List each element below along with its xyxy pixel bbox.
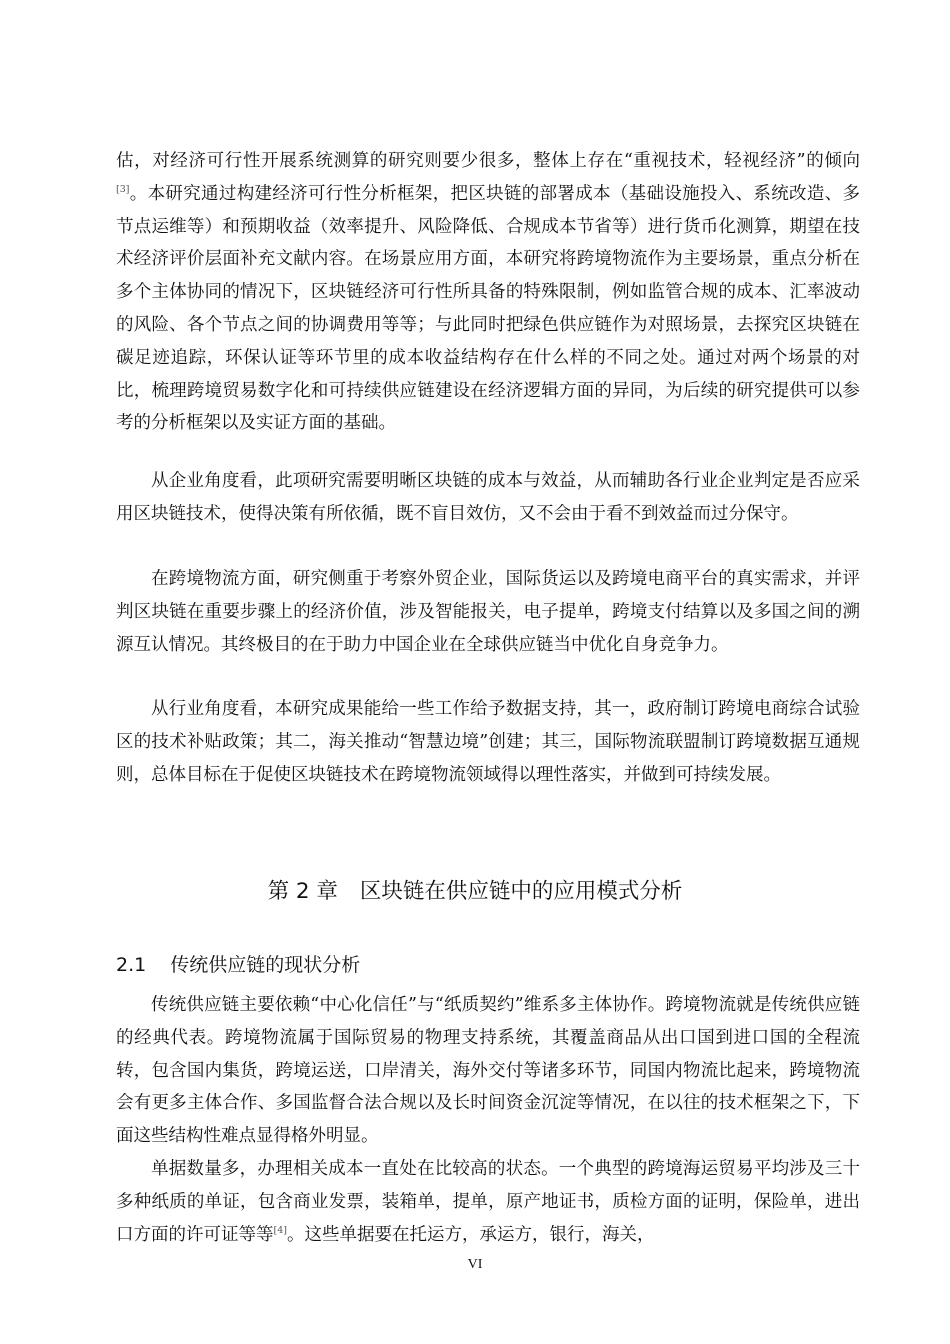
body-paragraph-4: 从行业角度看，本研究成果能给一些工作给予数据支持，其一，政府制订跨境电商综合试验区的技术补贴政策；其二，海关推动“智慧边境”创建；其三，国际物流联盟制订跨境数据互通规则，总体目标在于促使区块链技术在跨境物流领域得以理性落实，并做到可持续发展。 (116, 699, 860, 785)
section-number: 2.1 (116, 954, 147, 976)
paragraph-text: 。这些单据要在托运方，承运方，银行，海关， (286, 1224, 655, 1245)
paragraph-text: 。本研究通过构建经济可行性分析框架，把区块链的部署成本（基础设施投入、系统改造、多节点运维等）和预期收益（效率提升、风险降低、合规成本节省等）进行货币化测算，期望在技术经济评价层面补充文献内容。在场景应用方面，本研究将跨境物流作为主要场景，重点分析在多个主体协同的情况下，区块链经济可行性所具备的特殊限制，例如监管合规的成本、汇率波动的风险、各个节点之间的协调费用等等；与此同时把绿色供应链作为对照场景，去探究区块链在碳足迹追踪，环保认证等环节里的成本收益结构存在什么样的不同之处。通过对两个场景的对比，梳理跨境贸易数字化和可持续供应链建设在经济逻辑方面的异同，为后续的研究提供可以参考的分析框架以及实证方面的基础。 (116, 183, 860, 434)
paragraph-text: 单据数量多，办理相关成本一直处在比较高的状态。一个典型的跨境海运贸易平均涉及三十多种纸质的单证，包含商业发票，装箱单，提单，原产地证书，质检方面的证明，保险单，进出口方面的许可证等等 (116, 1159, 860, 1245)
chapter-heading (0, 874, 950, 910)
section-paragraph-2 (116, 1153, 860, 1251)
body-paragraph-1 (116, 145, 860, 440)
section-title: 传统供应链的现状分析 (170, 954, 361, 976)
paragraph-text: 估，对经济可行性开展系统测算的研究则要少很多，整体上存在“重视技术，轻视经济”的倾向 (116, 151, 860, 171)
chapter-number: 第 2 章 (267, 879, 338, 904)
page-number: VI (467, 1257, 483, 1272)
citation-ref[interactable]: [3] (116, 183, 130, 195)
section-heading (116, 948, 360, 982)
citation-ref[interactable]: [4] (273, 1224, 287, 1236)
body-paragraph-2: 从企业角度看，此项研究需要明晰区块链的成本与效益，从而辅助各行业企业判定是否应采用区块链技术，使得决策有所依循，既不盲目效仿，又不会由于看不到效益而过分保守。 (116, 471, 860, 524)
chapter-title: 区块链在供应链中的应用模式分析 (359, 879, 683, 904)
section-paragraph-1: 传统供应链主要依赖“中心化信任”与“纸质契约”维系多主体协作。跨境物流就是传统供应链的经典代表。跨境物流属于国际贸易的物理支持系统，其覆盖商品从出口国到进口国的全程流转，包含国内集货，跨境运送，口岸清关，海外交付等诸多环节，同国内物流比起来，跨境物流会有更多主体合作、多国监督合法合规以及长时间资金沉淀等情况，在以往的技术框架之下，下面这些结构性难点显得格外明显。 (116, 995, 860, 1147)
body-paragraph-3: 在跨境物流方面，研究侧重于考察外贸企业，国际货运以及跨境电商平台的真实需求，并评判区块链在重要步骤上的经济价值，涉及智能报关，电子提单，跨境支付结算以及多国之间的溯源互认情况。其终极目的在于助力中国企业在全球供应链当中优化自身竞争力。 (116, 569, 860, 655)
